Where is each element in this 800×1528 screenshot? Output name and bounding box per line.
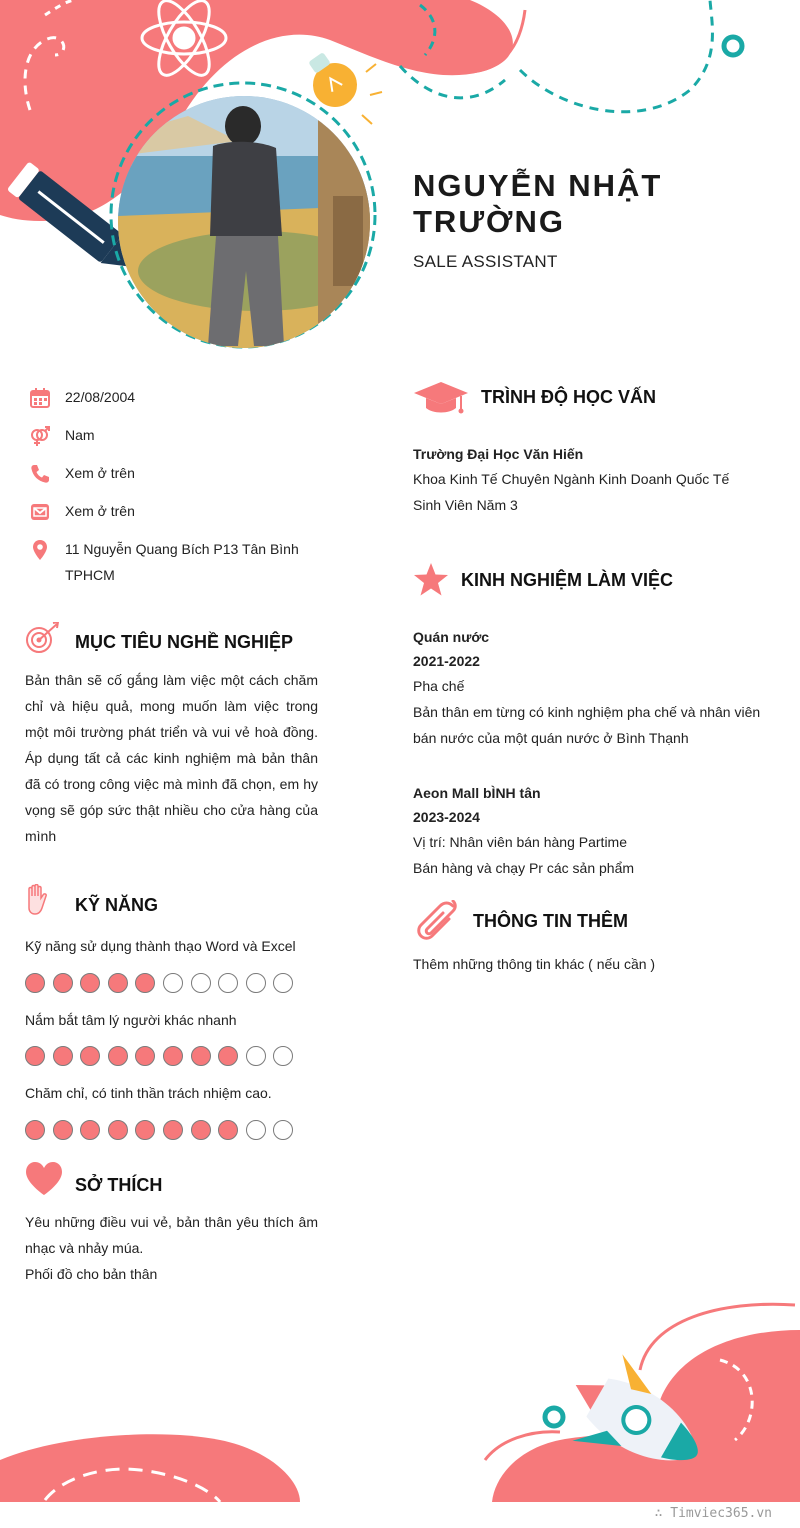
skill-rating: [25, 1120, 325, 1144]
contact-birthdate: [30, 384, 320, 410]
rating-dot-empty: [163, 973, 183, 993]
skill-rating: [25, 973, 325, 997]
hand-icon: [25, 884, 47, 916]
gender-text: Nam: [65, 427, 95, 443]
contact-email: [30, 498, 320, 524]
hobbies-text-2: Phối đồ cho bản thân: [25, 1266, 158, 1282]
rating-dot-filled: [135, 1046, 155, 1066]
lightbulb-icon: [297, 45, 365, 116]
rating-dot-filled: [25, 1120, 45, 1140]
calendar-icon: [30, 388, 50, 408]
rating-dot-empty: [218, 973, 238, 993]
rating-dot-filled: [191, 1120, 211, 1140]
rating-dot-filled: [108, 973, 128, 993]
email-icon: [30, 502, 50, 522]
rating-dot-empty: [246, 973, 266, 993]
job-company: Aeon Mall bÌNH tân: [413, 785, 541, 801]
rating-dot-filled: [80, 1120, 100, 1140]
paperclip-icon: [413, 900, 461, 942]
email-text: Xem ở trên: [65, 503, 135, 519]
extra-heading: THÔNG TIN THÊM: [473, 911, 628, 931]
profile-photo: [118, 96, 370, 348]
rating-dot-filled: [53, 1120, 73, 1140]
phone-icon: [30, 464, 50, 484]
rating-dot-filled: [53, 973, 73, 993]
rating-dot-filled: [163, 1046, 183, 1066]
job-period: 2023-2024: [413, 809, 480, 825]
rating-dot-empty: [246, 1046, 266, 1066]
rating-dot-filled: [218, 1120, 238, 1140]
candidate-name: NGUYỄN NHẬT TRƯỜNG: [413, 168, 663, 239]
rating-dot-filled: [163, 1120, 183, 1140]
job-company: Quán nước: [413, 629, 490, 645]
job-description: Bản thân em từng có kinh nghiệm pha chế và nhân viên bán nước của một quán nước ở Bình Thạnh: [413, 704, 761, 746]
skill-rating: [25, 1046, 325, 1070]
rating-dot-filled: [80, 1046, 100, 1066]
rating-dot-empty: [273, 973, 293, 993]
contact-phone: [30, 460, 320, 486]
extra-text: Thêm những thông tin khác ( nếu cần ): [413, 956, 656, 972]
skill-label: Nắm bắt tâm lý người khác nhanh: [25, 1012, 237, 1028]
job-role: Vị trí: Nhân viên bán hàng Partime: [413, 834, 628, 850]
skill-label: Chăm chỉ, có tinh thần trách nhiệm cao.: [25, 1085, 272, 1101]
objective-heading: MỤC TIÊU NGHỀ NGHIỆP: [75, 632, 294, 652]
rating-dot-filled: [191, 1046, 211, 1066]
location-pin-icon: [30, 540, 50, 560]
watermark-text: Timviec365.vn: [670, 1506, 772, 1521]
address-text: 11 Nguyễn Quang Bích P13 Tân Bình TPHCM: [65, 541, 299, 583]
phone-text: Xem ở trên: [65, 465, 135, 481]
rating-dot-filled: [25, 973, 45, 993]
job-period: 2021-2022: [413, 653, 480, 669]
gender-icon: [30, 426, 50, 446]
experience-heading: KINH NGHIỆM LÀM VIỆC: [461, 570, 674, 590]
rating-dot-filled: [218, 1046, 238, 1066]
education-school: Trường Đại Học Văn Hiến: [413, 446, 584, 462]
watermark: ∴ Timviec365.vn: [654, 1506, 772, 1521]
rating-dot-empty: [273, 1120, 293, 1140]
rating-dot-filled: [53, 1046, 73, 1066]
hobbies-text: Yêu những điều vui vẻ, bản thân yêu thích âm nhạc và nhảy múa.: [25, 1214, 318, 1256]
skills-heading: KỸ NĂNG: [75, 895, 159, 915]
heart-icon: [25, 1162, 63, 1196]
job-description: Bán hàng và chạy Pr các sản phẩm: [413, 860, 635, 876]
objective-text: Bản thân sẽ cố gắng làm việc một cách chăm chỉ và hiệu quả, mong muốn làm việc trong một môi trường phát triển và vui vẻ hoà đồng. Áp dụng tất cả các kinh nghiệm mà bản thân đã có trong công việc mà mình đã chọn, em hy vọng sẽ góp sức thật nhiều cho cửa hàng của mình: [25, 672, 318, 844]
rating-dot-filled: [80, 973, 100, 993]
target-icon: [25, 622, 61, 656]
profile-photo-image: [118, 96, 370, 348]
education-heading: TRÌNH ĐỘ HỌC VẤN: [481, 387, 656, 407]
graduation-cap-icon: [413, 380, 469, 416]
hobbies-heading: SỞ THÍCH: [75, 1175, 163, 1195]
education-major: Khoa Kinh Tế Chuyên Ngành Kinh Doanh Quốc Tế: [413, 471, 730, 487]
rating-dot-filled: [135, 1120, 155, 1140]
rating-dot-empty: [246, 1120, 266, 1140]
rating-dot-filled: [25, 1046, 45, 1066]
contact-gender: [30, 422, 320, 448]
star-icon: [413, 562, 449, 598]
job-role: Pha chế: [413, 678, 465, 694]
education-year: Sinh Viên Năm 3: [413, 497, 518, 513]
rating-dot-empty: [191, 973, 211, 993]
rating-dot-filled: [135, 973, 155, 993]
rating-dot-empty: [273, 1046, 293, 1066]
rating-dot-filled: [108, 1120, 128, 1140]
rating-dot-filled: [108, 1046, 128, 1066]
candidate-position: SALE ASSISTANT: [413, 252, 558, 271]
contact-address: [30, 536, 320, 588]
birthdate-text: 22/08/2004: [65, 389, 136, 405]
skill-label: Kỹ năng sử dụng thành thạo Word và Excel: [25, 938, 296, 954]
